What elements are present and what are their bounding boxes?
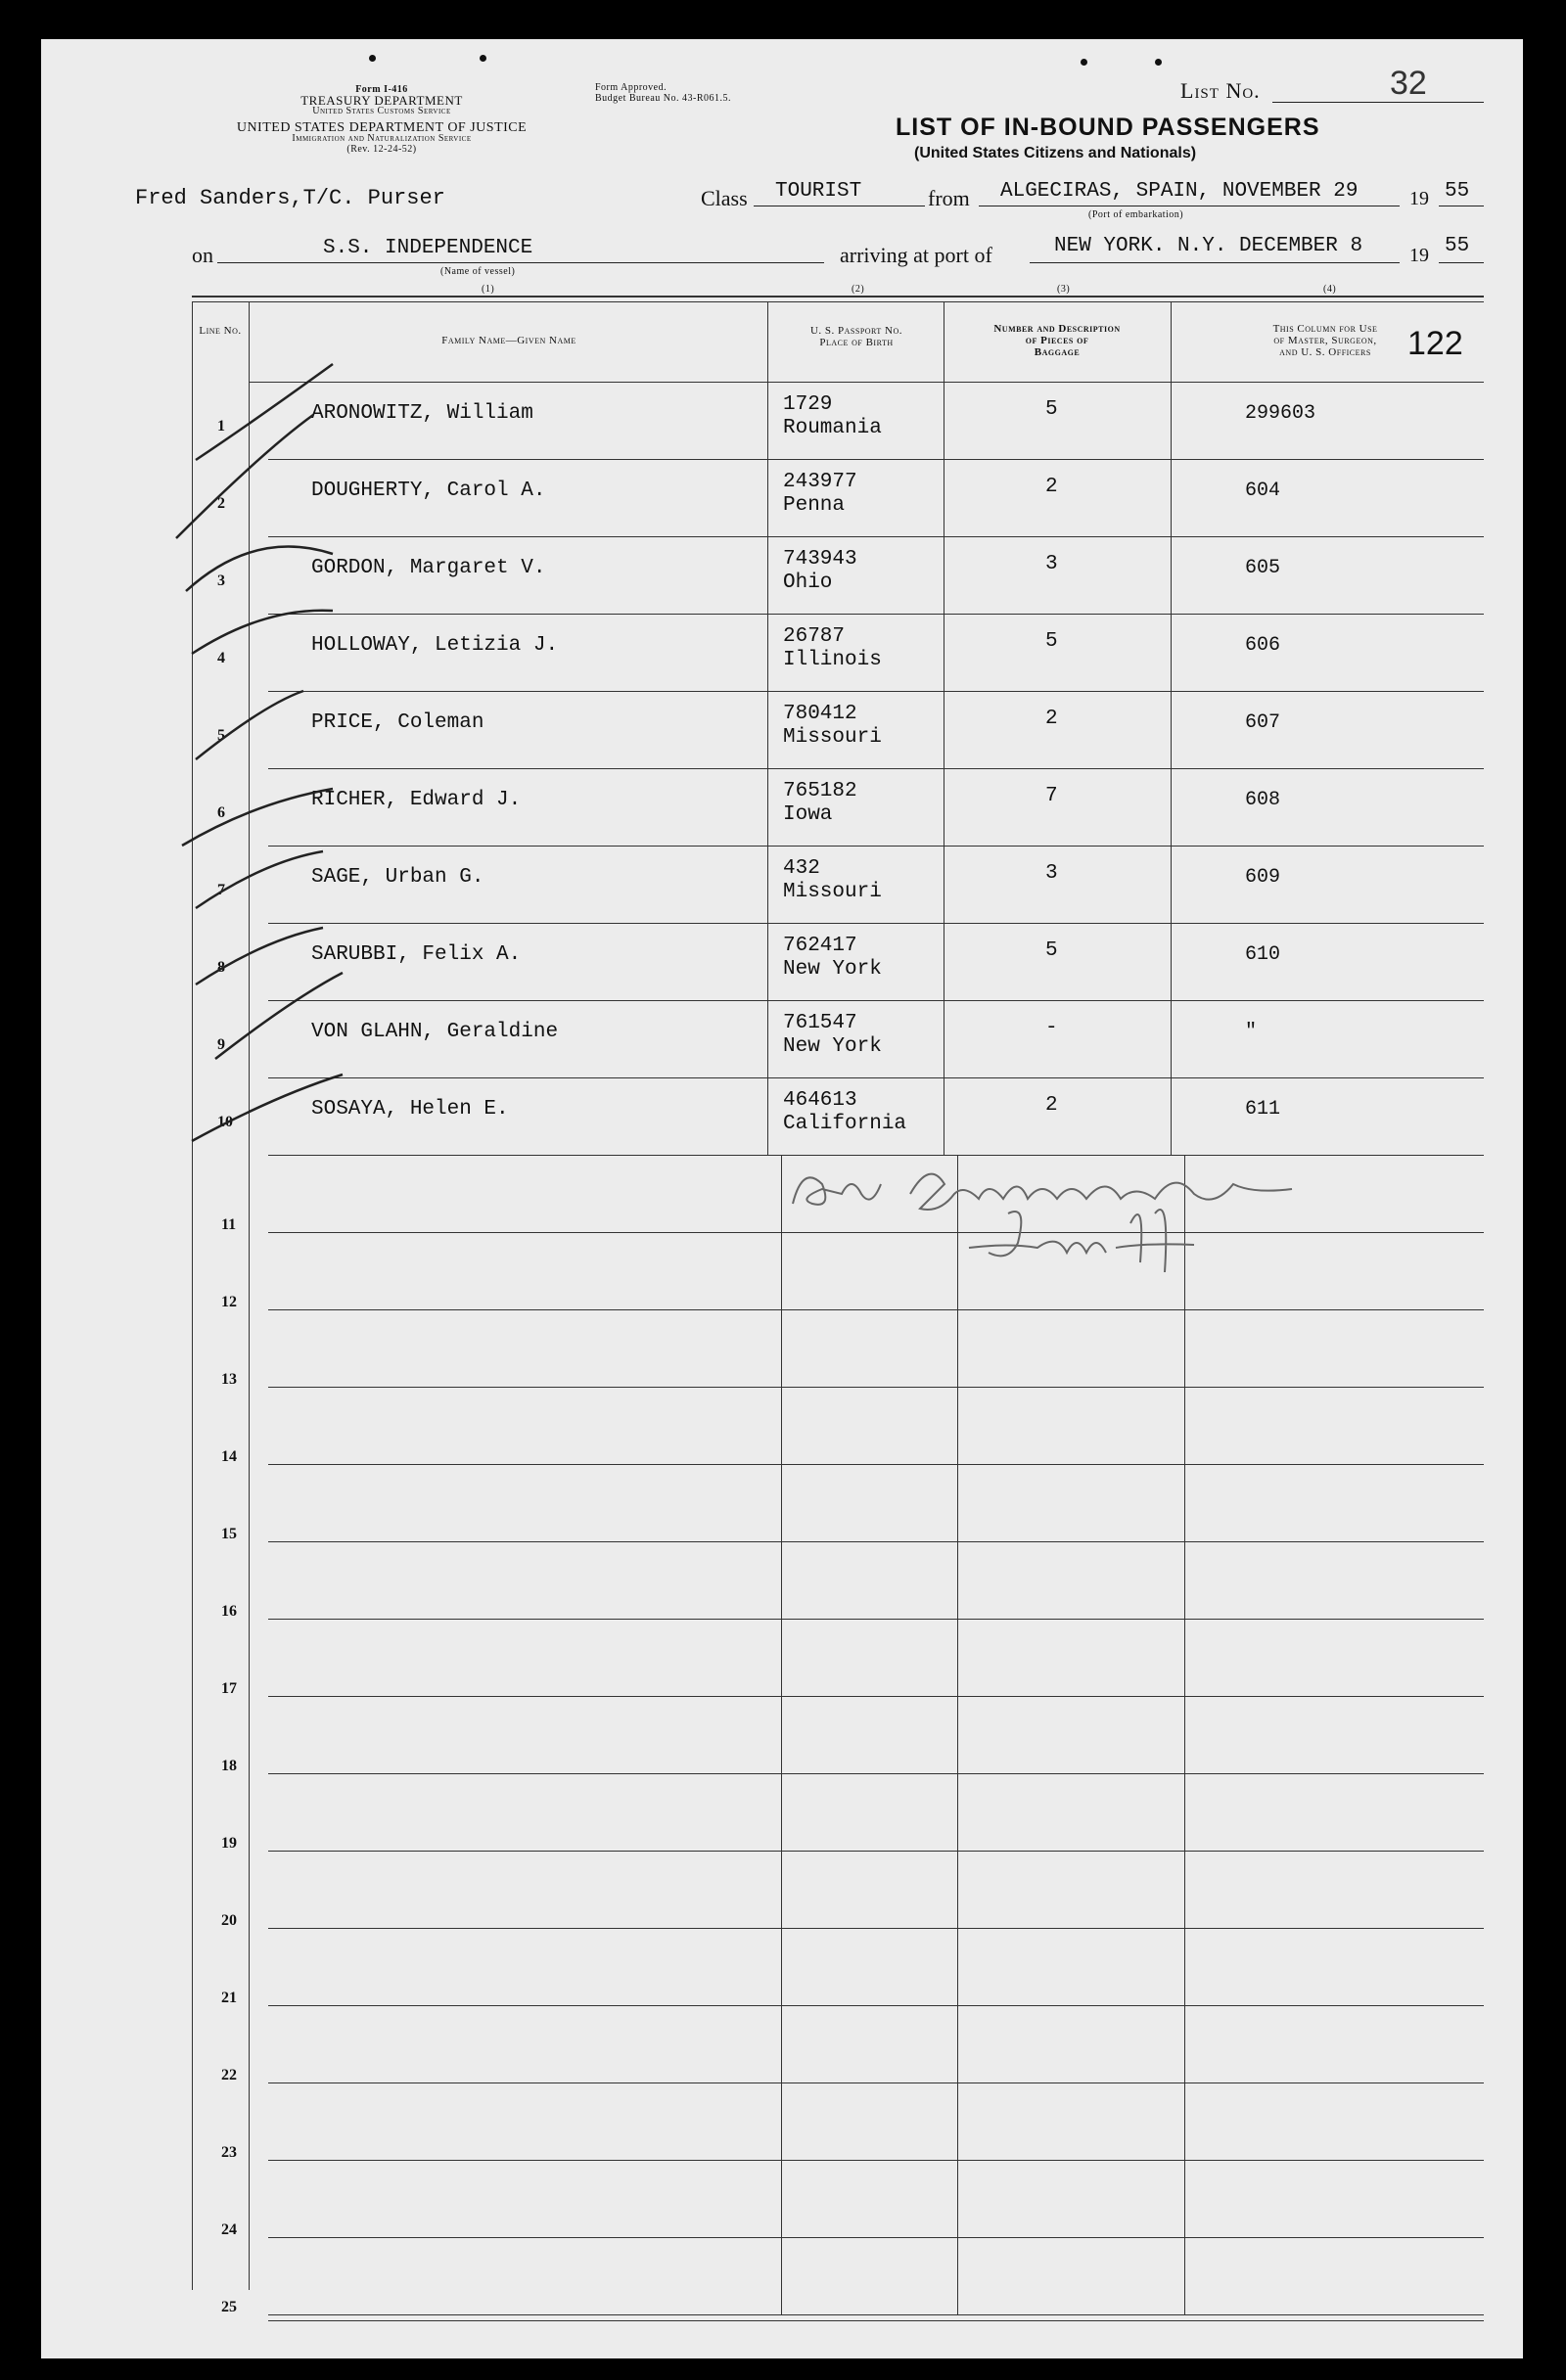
line-number: 18 (221, 1758, 237, 1774)
line-number: 1 (217, 418, 225, 435)
check-mark (196, 691, 303, 759)
baggage-count: - (1045, 1017, 1058, 1039)
passport-number: 743943 (783, 548, 857, 571)
baggage-count: 5 (1045, 630, 1058, 653)
passport-number: 432 (783, 857, 820, 880)
immigration-service: Immigration and Naturalization Service (292, 133, 472, 144)
line-number: 7 (217, 882, 225, 898)
place-of-birth: Missouri (783, 881, 882, 903)
check-mark (196, 928, 323, 984)
approval-text: Form Approved. (595, 82, 668, 93)
justice-dept: UNITED STATES DEPARTMENT OF JUSTICE (236, 120, 528, 135)
place-of-birth: Ohio (783, 572, 833, 594)
line-number: 24 (221, 2221, 237, 2238)
line-number: 14 (221, 1448, 237, 1465)
officer-note: " (1245, 1021, 1258, 1043)
passenger-name: ARONOWITZ, William (311, 402, 533, 425)
officer-signature (783, 1155, 1331, 1292)
line-number: 3 (217, 572, 225, 589)
passenger-name: SOSAYA, Helen E. (311, 1098, 509, 1121)
check-mark (215, 973, 343, 1059)
column-number-2: (2) (852, 284, 865, 295)
header-passport-line1: U. S. Passport No. (809, 325, 903, 337)
column-number-3: (3) (1057, 284, 1071, 295)
check-mark (196, 364, 333, 460)
passenger-name: RICHER, Edward J. (311, 789, 522, 811)
officer-note: 610 (1245, 943, 1281, 966)
class-label: Class (701, 186, 748, 210)
list-no-value: 32 (1390, 65, 1427, 102)
port-embarkation-caption: (Port of embarkation) (1088, 209, 1184, 220)
place-of-birth: New York (783, 1035, 882, 1058)
column-number-1: (1) (482, 284, 495, 295)
line-number: 4 (217, 650, 225, 666)
header-passport-line2: Place of Birth (819, 337, 894, 348)
place-of-birth: Roumania (783, 417, 882, 439)
year-from: 55 (1445, 180, 1470, 203)
line-number: 19 (221, 1835, 237, 1852)
officer-note: 611 (1245, 1098, 1281, 1121)
line-number: 6 (217, 804, 225, 821)
line-number: 22 (221, 2067, 237, 2083)
class-value: TOURIST (775, 180, 862, 203)
year-arrival: 55 (1445, 235, 1470, 257)
passport-number: 26787 (783, 625, 846, 648)
place-of-birth: Missouri (783, 726, 882, 749)
baggage-count: 2 (1045, 1094, 1058, 1117)
check-mark (182, 789, 333, 846)
on-label: on (192, 243, 213, 267)
place-of-birth: Iowa (783, 803, 833, 826)
form-number: Form I-416 (355, 84, 408, 95)
officer-note: 606 (1245, 634, 1281, 657)
customs-service: United States Customs Service (312, 106, 451, 116)
header-officers-line3: and U. S. Officers (1279, 346, 1371, 358)
line-number: 23 (221, 2144, 237, 2161)
officer-note: 609 (1245, 866, 1281, 889)
passenger-name: GORDON, Margaret V. (311, 557, 546, 579)
passenger-name: HOLLOWAY, Letizia J. (311, 634, 559, 657)
passenger-name: PRICE, Coleman (311, 711, 484, 734)
check-mark (186, 546, 333, 591)
line-number: 9 (217, 1036, 225, 1053)
check-mark (196, 851, 323, 908)
form-revision: (Rev. 12-24-52) (346, 144, 417, 155)
header-officers-line2: of Master, Surgeon, (1273, 335, 1377, 346)
embarkation-value: ALGECIRAS, SPAIN, NOVEMBER 29 (1000, 180, 1359, 203)
vessel-caption: (Name of vessel) (440, 266, 516, 277)
line-number: 11 (221, 1216, 237, 1233)
header-baggage-line2: of Pieces of (1025, 335, 1089, 346)
arrival-value: NEW YORK. N.Y. DECEMBER 8 (1054, 235, 1363, 257)
baggage-count: 2 (1045, 476, 1058, 498)
page-subtitle: (United States Citizens and Nationals) (914, 145, 1197, 161)
vessel-name: S.S. INDEPENDENCE (323, 237, 533, 259)
passport-number: 780412 (783, 703, 857, 725)
officer-note: 604 (1245, 480, 1281, 502)
place-of-birth: California (783, 1113, 907, 1135)
budget-bureau: Budget Bureau No. 43-R061.5. (595, 93, 731, 104)
line-number: 20 (221, 1912, 237, 1929)
passenger-name: SARUBBI, Felix A. (311, 943, 522, 966)
officer-note: 299603 (1245, 402, 1316, 425)
treasury-dept: TREASURY DEPARTMENT (300, 93, 463, 108)
line-number: 10 (217, 1114, 233, 1130)
passport-number: 1729 (783, 393, 833, 416)
header-line-no: Line No. (199, 325, 242, 337)
passport-number: 464613 (783, 1089, 857, 1112)
check-mark (192, 611, 333, 654)
line-number: 8 (217, 959, 225, 976)
baggage-count: 2 (1045, 708, 1058, 730)
officer-note: 607 (1245, 711, 1281, 734)
header-name: Family Name—Given Name (441, 335, 576, 346)
year-prefix-arrival: 19 (1409, 245, 1429, 266)
passport-number: 765182 (783, 780, 857, 802)
line-number: 17 (221, 1680, 237, 1697)
place-of-birth: New York (783, 958, 882, 981)
line-number: 5 (217, 727, 225, 744)
passport-number: 761547 (783, 1012, 857, 1034)
line-number: 2 (217, 495, 225, 512)
officer-note: 608 (1245, 789, 1281, 811)
header-officers-line1: This Column for Use (1272, 323, 1378, 335)
passport-number: 243977 (783, 471, 857, 493)
passenger-name: DOUGHERTY, Carol A. (311, 480, 546, 502)
year-prefix-from: 19 (1409, 188, 1429, 209)
passenger-name: VON GLAHN, Geraldine (311, 1021, 559, 1043)
check-mark (176, 415, 313, 538)
from-label: from (928, 186, 970, 210)
baggage-count: 5 (1045, 398, 1058, 421)
column-number-4: (4) (1323, 284, 1337, 295)
passenger-name: SAGE, Urban G. (311, 866, 484, 889)
purser: Fred Sanders,T/C. Purser (135, 186, 445, 210)
passport-number: 762417 (783, 935, 857, 957)
baggage-count: 5 (1045, 939, 1058, 962)
baggage-count: 3 (1045, 862, 1058, 885)
check-mark (192, 1075, 343, 1141)
line-number: 13 (221, 1371, 237, 1388)
header-baggage-line3: Baggage (1034, 346, 1081, 358)
place-of-birth: Penna (783, 494, 846, 517)
line-number: 15 (221, 1526, 237, 1542)
line-number: 16 (221, 1603, 237, 1620)
line-number: 12 (221, 1294, 237, 1310)
list-no-label: List No. (1180, 78, 1261, 103)
baggage-count: 3 (1045, 553, 1058, 575)
header-baggage-line1: Number and Description (993, 323, 1121, 335)
line-number: 21 (221, 1990, 237, 2006)
arriving-label: arriving at port of (840, 243, 992, 267)
baggage-count: 7 (1045, 785, 1058, 807)
place-of-birth: Illinois (783, 649, 882, 671)
officer-note: 605 (1245, 557, 1281, 579)
officers-total: 122 (1407, 325, 1463, 362)
line-number: 25 (221, 2299, 237, 2315)
page-title: LIST OF IN-BOUND PASSENGERS (896, 114, 1320, 141)
